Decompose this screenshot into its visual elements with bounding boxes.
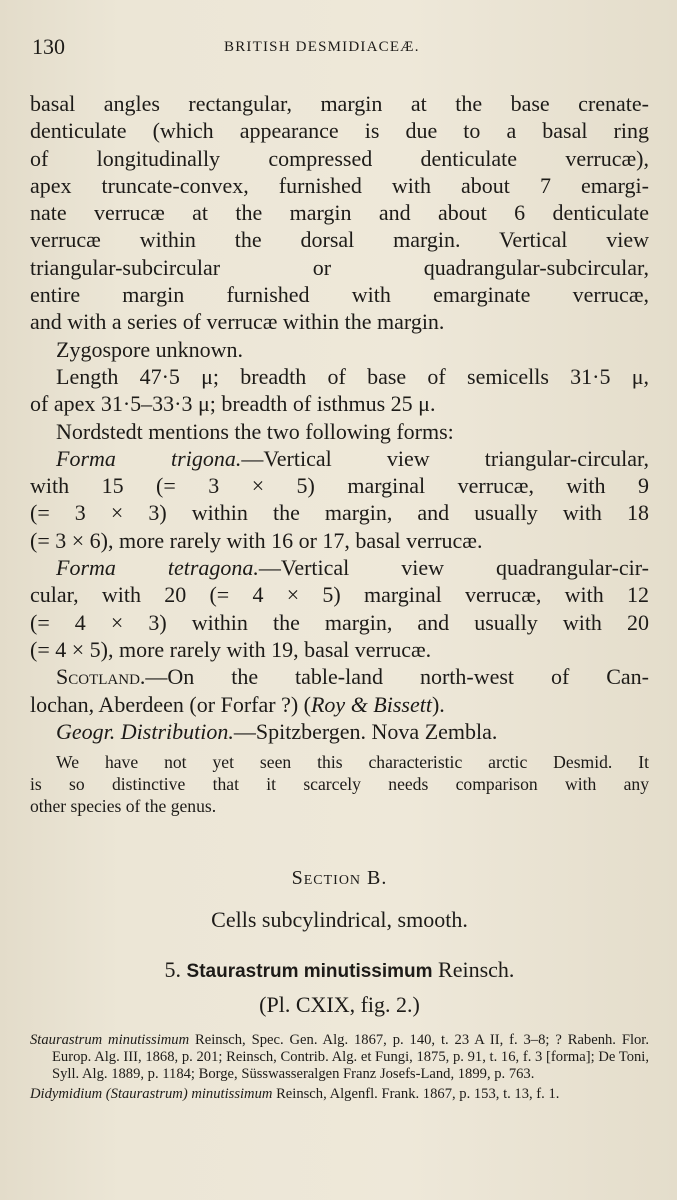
reference-text: Reinsch, Algenfl. Frank. 1867, p. 153, t. 13, f. 1. [272, 1086, 560, 1103]
reference-name: Staurastrum minutissimum [30, 1032, 190, 1049]
forma-trigona-paragraph [30, 445, 649, 554]
distribution-paragraph [30, 718, 649, 745]
synonymy-references [30, 1032, 649, 1103]
section-heading: Section B. [291, 867, 388, 890]
text-line: is so distinctive that it scarcely needs comparison with any [30, 774, 649, 795]
scotland-locality: lochan, Aberdeen (or Forfar ?) ( [30, 691, 311, 717]
text-line: verrucæ within the dorsal margin. Vertical view [30, 227, 649, 253]
text-line [30, 445, 649, 472]
text-line: Length 47·5 μ; breadth of base of semicells 31·5 μ, [56, 363, 649, 389]
scotland-paragraph [30, 663, 649, 718]
text-line: and with a series of verrucæ within the margin. [30, 309, 445, 335]
forma-tetragona-label: Forma tetragona. [56, 555, 259, 581]
text-line: (= 4 × 3) within the margin, and usually with 20 [30, 609, 649, 635]
zygospore-paragraph: Zygospore unknown. [56, 336, 243, 362]
reference-name: Didymidium (Staurastrum) minutissimum [30, 1086, 273, 1103]
text-line: with 15 (= 3 × 5) marginal verrucæ, with 9 [30, 473, 649, 499]
page-number: 130 [32, 34, 65, 59]
scotland-authors: Roy & Bissett [310, 691, 432, 717]
species-description [30, 90, 649, 336]
section-description: Cells subcylindrical, smooth. [211, 907, 468, 933]
forma-trigona-label: Forma trigona. [56, 445, 242, 471]
species-name: Staurastrum minutissimum [186, 960, 433, 982]
reference-entry [30, 1086, 649, 1103]
scotland-text: —On the table-land north-west of Can- [145, 664, 649, 690]
distribution-label: Geogr. Distribution. [56, 718, 234, 744]
distribution-text: —Spitzbergen. Nova Zembla. [233, 718, 498, 744]
text-line: We have not yet seen this characteristic arctic Desmid. It [56, 752, 649, 773]
species-heading [30, 956, 649, 985]
text-line: cular, with 20 (= 4 × 5) marginal verrucæ, with 12 [30, 582, 649, 608]
forma-trigona-text: —Vertical view triangular-circular, [241, 445, 649, 471]
reference-entry [30, 1032, 649, 1083]
text-line: denticulate (which appearance is due to a basal ring [30, 118, 649, 144]
dimensions-paragraph [30, 363, 649, 418]
text-line: (= 3 × 6), more rarely with 16 or 17, basal verrucæ. [30, 527, 483, 553]
text-line: nate verrucæ at the margin and about 6 denticulate [30, 200, 649, 226]
species-number: 5. [164, 956, 182, 982]
scotland-label: Scotland. [56, 664, 146, 690]
text-line [30, 691, 649, 718]
text-line: of longitudinally compressed denticulate verrucæ), [30, 145, 649, 171]
text-line: (= 3 × 3) within the margin, and usually with 18 [30, 500, 649, 526]
author-note [30, 751, 649, 817]
forma-tetragona-text: —Vertical view quadrangular-cir- [258, 555, 649, 581]
reference-text: Reinsch, Spec. Gen. Alg. 1867, p. 140, t. 23 A II, f. 3–8; ? Rabenh. Flor. Europ. Alg. III, 1868, p. 201; Reinsch, Contrib. Alg. et Fungi, 1875, p. 91, t. 16, f. 3 [forma]; De Toni, Syll. Alg. 1889, p. 1184; Borge, Süsswasseralgen Franz Josefs-Land, 1899, p. 763. [52, 1032, 650, 1083]
text-line: basal angles rectangular, margin at the base crenate- [30, 91, 649, 116]
text-line: (= 4 × 5), more rarely with 19, basal verrucæ. [30, 636, 432, 662]
text-line [30, 663, 649, 690]
species-author: Reinsch. [438, 956, 515, 982]
forms-intro: Nordstedt mentions the two following forms: [56, 418, 454, 444]
scotland-end: ). [431, 691, 445, 717]
running-title: BRITISH DESMIDIACEÆ. [224, 39, 420, 55]
text-line: triangular-subcircular or quadrangular-subcircular, [30, 254, 649, 280]
text-line: other species of the genus. [30, 796, 217, 817]
text-line: entire margin furnished with emarginate verrucæ, [30, 282, 649, 308]
page-header [32, 34, 655, 60]
plate-reference: (Pl. CXIX, fig. 2.) [259, 992, 420, 1018]
text-line [30, 554, 649, 581]
text-line: apex truncate-convex, furnished with about 7 emargi- [30, 172, 649, 198]
page-body [30, 90, 649, 1103]
text-line: of apex 31·5–33·3 μ; breadth of isthmus 25 μ. [30, 391, 436, 417]
forma-tetragona-paragraph [30, 554, 649, 663]
